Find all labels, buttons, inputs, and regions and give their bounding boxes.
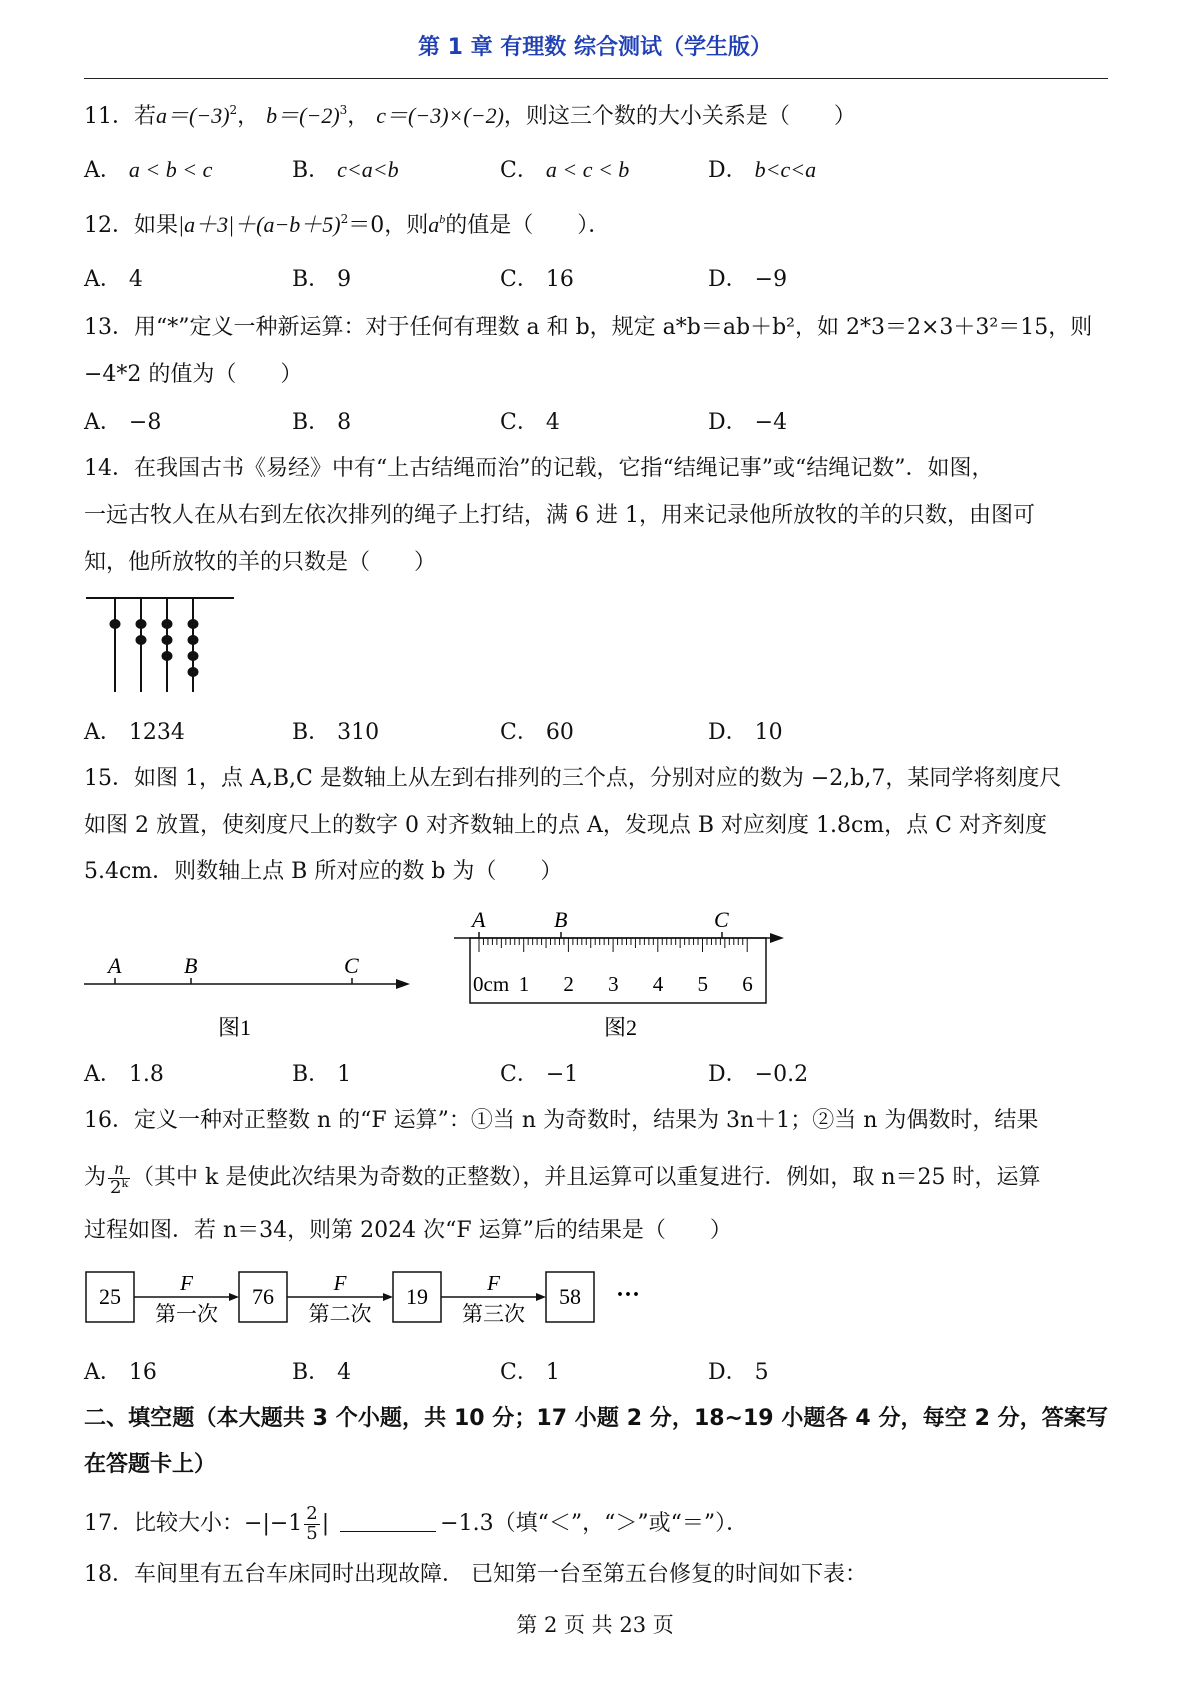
header-rule (84, 78, 1108, 79)
section-2-heading-line2: 在答题卡上） (84, 1452, 217, 1477)
flow-value: 19 (406, 1284, 428, 1309)
ruler-label: 0cm (473, 972, 510, 996)
q14-option-d[interactable]: D． 10 (708, 720, 783, 745)
q14-option-c[interactable]: C． 60 (500, 720, 574, 745)
knot-figure (84, 594, 244, 698)
ruler-label: 5 (697, 972, 708, 996)
figure-2-caption: 图2 (604, 1015, 638, 1040)
arrow-icon (383, 1293, 393, 1301)
q13-option-b[interactable]: B． 8 (292, 410, 352, 435)
q12-option-a[interactable]: A． 4 (84, 267, 143, 292)
question-14-line3: 知，他所放牧的羊的只数是（ ） (84, 550, 437, 575)
q11-option-b[interactable]: B． c<a<b (292, 157, 399, 183)
q16-option-a[interactable]: A． 16 (84, 1360, 157, 1385)
point-a-label: A (472, 907, 486, 932)
knot (188, 651, 199, 661)
q15-option-c[interactable]: C． −1 (500, 1062, 579, 1087)
section-2-heading: 二、填空题（本大题共 3 个小题，共 10 分；17 小题 2 分，18~19 小题各 4 分，每空 2 分，答案写 (84, 1406, 1108, 1431)
q16-option-c[interactable]: C． 1 (500, 1360, 560, 1385)
q11-option-a[interactable]: A． a < b < c (84, 157, 213, 183)
flow-op: F (333, 1271, 347, 1295)
arrow-icon (536, 1293, 546, 1301)
flow-step: 第二次 (308, 1302, 372, 1326)
flow-step: 第三次 (462, 1302, 525, 1326)
question-number: 17． (84, 1511, 134, 1536)
arrow-icon (770, 933, 784, 943)
q16-option-b[interactable]: B． 4 (292, 1360, 352, 1385)
q16-option-d[interactable]: D． 5 (708, 1360, 769, 1385)
arrow-icon (229, 1293, 239, 1301)
knot (162, 619, 173, 629)
arrow-icon (396, 979, 410, 989)
question-number: 13． (84, 315, 134, 340)
knot (110, 619, 121, 629)
ruler-label: 6 (742, 972, 753, 996)
question-15-line3: 5.4cm．则数轴上点 B 所对应的数 b 为（ ） (84, 859, 563, 884)
knot (188, 667, 199, 677)
figure-2-ruler (454, 898, 794, 1046)
flow-op: F (487, 1271, 500, 1295)
knot (136, 619, 147, 629)
point-c-label: C (714, 907, 729, 932)
question-14: 14．在我国古书《易经》中有“上古结绳而治”的记载，它指“结绳记事”或“结绳记数”．如图， (84, 456, 994, 481)
q13-option-a[interactable]: A． −8 (84, 410, 162, 435)
q12-option-d[interactable]: D． −9 (708, 267, 788, 292)
question-17: 17．比较大小：−|−1 $\frac{2}{5}$ | −1.3（填“＜”，“＞”或“＝”）． (84, 1502, 749, 1544)
point-b-label: B (554, 907, 568, 932)
ruler-label: 3 (608, 972, 619, 996)
question-16-line3: 过程如图．若 n＝34，则第 2024 次“F 运算”后的结果是（ ） (84, 1218, 732, 1243)
ruler-label: 2 (563, 972, 574, 996)
flow-value: 76 (252, 1284, 274, 1309)
page-footer: 第 2 页 共 23 页 (516, 1613, 674, 1637)
question-16-line2: 为 $\frac{n}{\text{2ᵏ}}$ （其中 k 是使此次结果为奇数的正整数），并且运算可以重复进行．例如，取 n＝25 时，运算 (84, 1157, 1041, 1198)
question-number: 14． (84, 456, 134, 481)
flow-ellipsis: ··· (616, 1282, 641, 1308)
page-header: 第 1 章 有理数 综合测试（学生版） (418, 35, 772, 60)
knot (188, 619, 199, 629)
knot (162, 635, 173, 645)
ruler-label: 1 (518, 972, 530, 996)
figure-1-caption: 图1 (218, 1015, 252, 1040)
point-b-label: B (184, 953, 198, 978)
q15-option-d[interactable]: D． −0.2 (708, 1062, 809, 1087)
q11-option-c[interactable]: C． a < c < b (500, 157, 630, 183)
q13-option-c[interactable]: C． 4 (500, 410, 560, 435)
question-15-line2: 如图 2 放置，使刻度尺上的数字 0 对齐数轴上的点 A，发现点 B 对应刻度 1.8cm，点 C 对齐刻度 (84, 813, 1047, 838)
figure-1-number-line (84, 946, 414, 1046)
ruler-label: 4 (652, 972, 664, 996)
knot (162, 651, 173, 661)
knot (136, 635, 147, 645)
question-number: 16． (84, 1108, 134, 1133)
knot (188, 635, 199, 645)
question-11: 11．若$a=(-3)^2$， $b=(-2)^3$， c＝(−3)×(−2)，则这三个数的大小关系是（ ） (84, 103, 856, 129)
question-number: 18． (84, 1562, 134, 1587)
question-13: 13．用“*”定义一种新运算：对于任何有理数 a 和 b，规定 a*b＝ab＋b²，如 2*3＝2×3＋3²＝15，则 (84, 315, 1093, 340)
flow-value: 25 (99, 1284, 121, 1309)
point-c-label: C (344, 953, 359, 978)
q15-option-b[interactable]: B． 1 (292, 1062, 352, 1087)
q14-option-a[interactable]: A． 1234 (84, 720, 185, 745)
q15-option-a[interactable]: A． 1.8 (84, 1062, 164, 1087)
point-a-label: A (108, 953, 122, 978)
f-operation-flow (84, 1264, 664, 1338)
question-13-line2: −4*2 的值为（ ） (84, 362, 303, 387)
q11-option-d[interactable]: D． b<c<a (708, 157, 817, 183)
flow-value: 58 (559, 1284, 581, 1309)
question-number: 12． (84, 213, 134, 238)
question-16: 16．定义一种对正整数 n 的“F 运算”：①当 n 为奇数时，结果为 3n＋1；②当 n 为偶数时，结果 (84, 1108, 1039, 1133)
q13-option-d[interactable]: D． −4 (708, 410, 788, 435)
question-15: 15．如图 1，点 A,B,C 是数轴上从左到右排列的三个点，分别对应的数为 −2,b,7，某同学将刻度尺 (84, 766, 1062, 791)
q14-option-b[interactable]: B． 310 (292, 720, 380, 745)
question-18: 18．车间里有五台车床同时出现故障． 已知第一台至第五台修复的时间如下表： (84, 1562, 867, 1587)
q12-option-b[interactable]: B． 9 (292, 267, 352, 292)
q12-option-c[interactable]: C． 16 (500, 267, 574, 292)
flow-op: F (180, 1271, 193, 1295)
question-number: 11． (84, 104, 134, 129)
flow-step: 第一次 (155, 1302, 218, 1326)
question-12: 12．如果$|a+3|+(a-b+5)^2=0$，则$a^b$的值是（ ）． (84, 212, 611, 238)
question-number: 15． (84, 766, 134, 791)
question-14-line2: 一远古牧人在从右到左依次排列的绳子上打结，满 6 进 1，用来记录他所放牧的羊的只数，由图可 (84, 503, 1035, 528)
answer-blank[interactable] (340, 1511, 436, 1532)
